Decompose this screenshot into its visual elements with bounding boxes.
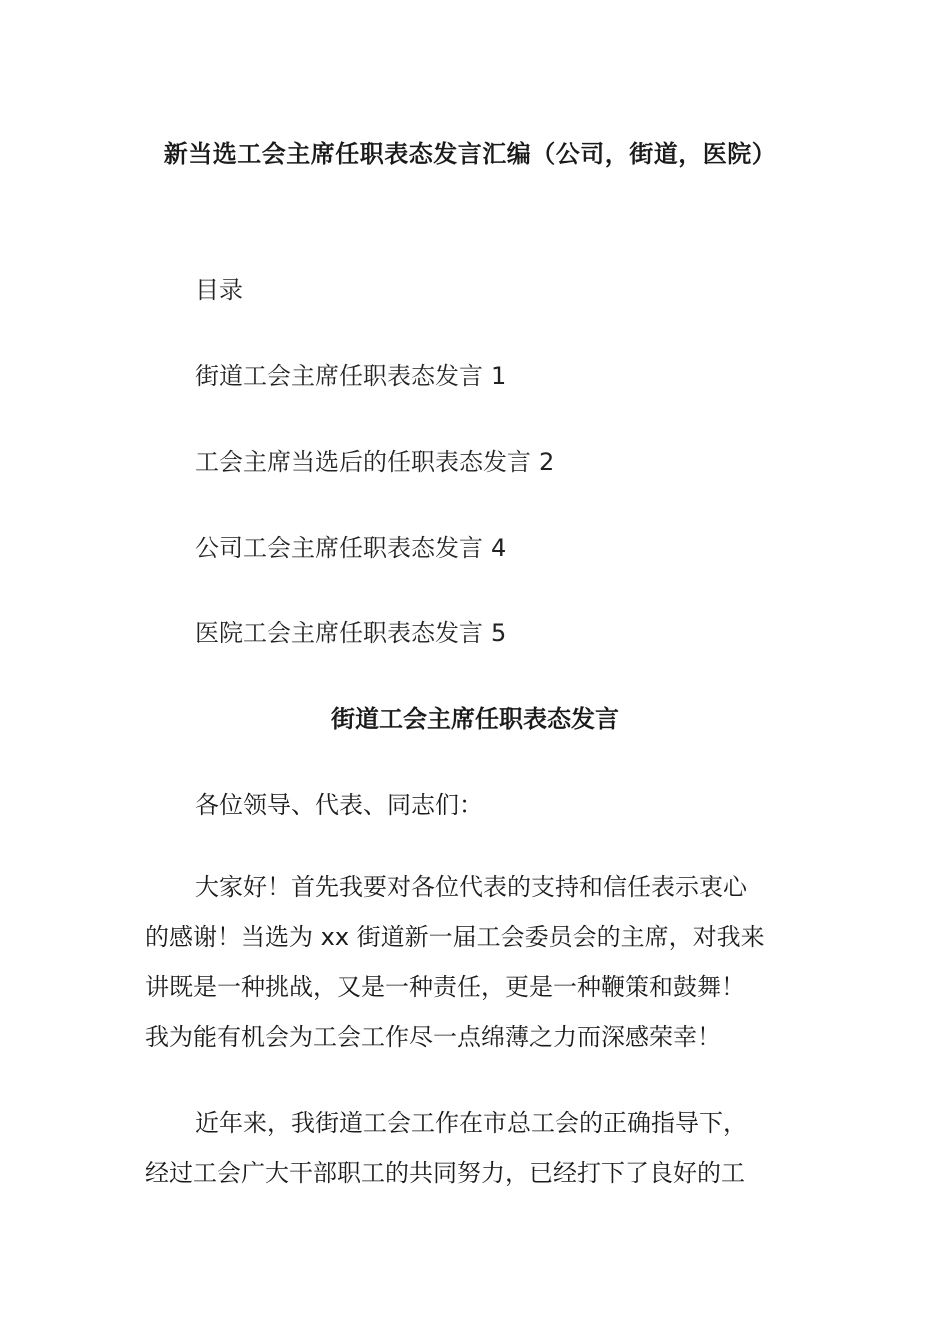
toc-item-label: 工会主席当选后的任职表态发言: [195, 448, 531, 476]
paragraph-line: 大家好！首先我要对各位代表的支持和信任表示衷心: [195, 873, 747, 901]
toc-item-page: 5: [491, 619, 507, 647]
paragraph-line: 讲既是一种挑战，又是一种责任，更是一种鞭策和鼓舞！: [145, 973, 745, 1001]
toc-item-page: 4: [491, 534, 507, 562]
toc-item-label: 医院工会主席任职表态发言: [195, 619, 483, 647]
toc-item: [195, 613, 506, 648]
toc-item: [195, 528, 506, 563]
paragraph-line: 经过工会广大干部职工的共同努力，已经打下了良好的工: [145, 1159, 745, 1187]
toc-heading: 目录: [195, 276, 243, 304]
toc-item-label: 公司工会主席任职表态发言: [195, 534, 483, 562]
paragraph-line: 的感谢！当选为 xx 街道新一届工会委员会的主席，对我来: [145, 923, 765, 951]
body-paragraph: [145, 1098, 825, 1198]
paragraph-line: 我为能有机会为工会工作尽一点绵薄之力而深感荣幸！: [145, 1023, 721, 1051]
salutation: 各位领导、代表、同志们：: [195, 791, 483, 819]
paragraph-line: 近年来，我街道工会工作在市总工会的正确指导下，: [195, 1109, 747, 1137]
toc-item-page: 2: [539, 448, 555, 476]
toc-item: [195, 442, 554, 477]
body-paragraph: [145, 862, 825, 1062]
toc-item: [195, 356, 506, 391]
toc-item-page: 1: [491, 362, 507, 390]
section-title: 街道工会主席任职表态发言: [331, 705, 619, 733]
toc-item-label: 街道工会主席任职表态发言: [195, 362, 483, 390]
document-title: 新当选工会主席任职表态发言汇编（公司，街道，医院）: [163, 140, 777, 168]
